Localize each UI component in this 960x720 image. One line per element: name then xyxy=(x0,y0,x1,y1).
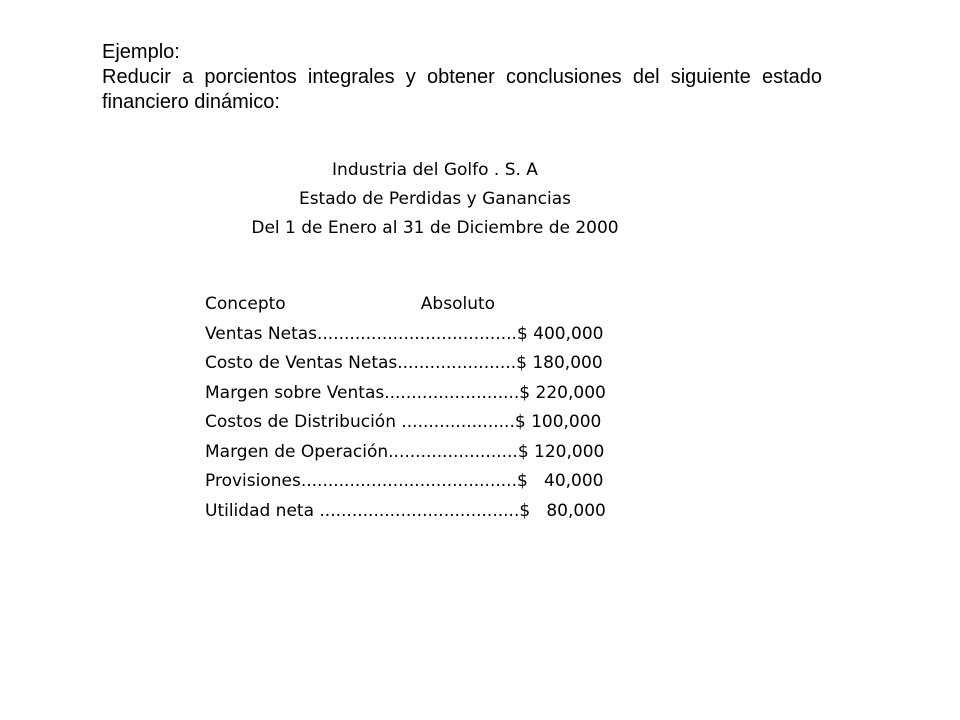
table-row: Margen de Operación........................$ 120,000 xyxy=(205,441,605,462)
table-row: Utilidad neta .....................................$ 80,000 xyxy=(205,500,606,521)
intro-text xyxy=(102,40,822,115)
table-row: Costos de Distribución .....................$ 100,000 xyxy=(205,412,602,432)
table-row: Margen sobre Ventas.........................$ 220,000 xyxy=(205,382,606,403)
example-label: Ejemplo: xyxy=(102,41,180,63)
table-header: Concepto Absoluto xyxy=(205,294,496,314)
statement-header xyxy=(0,156,870,243)
table-row: Costo de Ventas Netas......................$ 180,000 xyxy=(205,353,603,373)
company-name: Industria del Golfo . S. A xyxy=(332,160,538,180)
statement-period: Del 1 de Enero al 31 de Diciembre de 2000 xyxy=(251,218,619,238)
table-row: Ventas Netas.....................................$ 400,000 xyxy=(205,323,604,344)
statement-title: Estado de Perdidas y Ganancias xyxy=(298,189,572,209)
income-statement-table xyxy=(205,290,606,526)
table-row: Provisiones........................................$ 40,000 xyxy=(205,471,604,491)
instruction-text: Reducir a porcientos integrales y obtener conclusiones del siguiente estado financiero dinámico: xyxy=(102,66,822,113)
